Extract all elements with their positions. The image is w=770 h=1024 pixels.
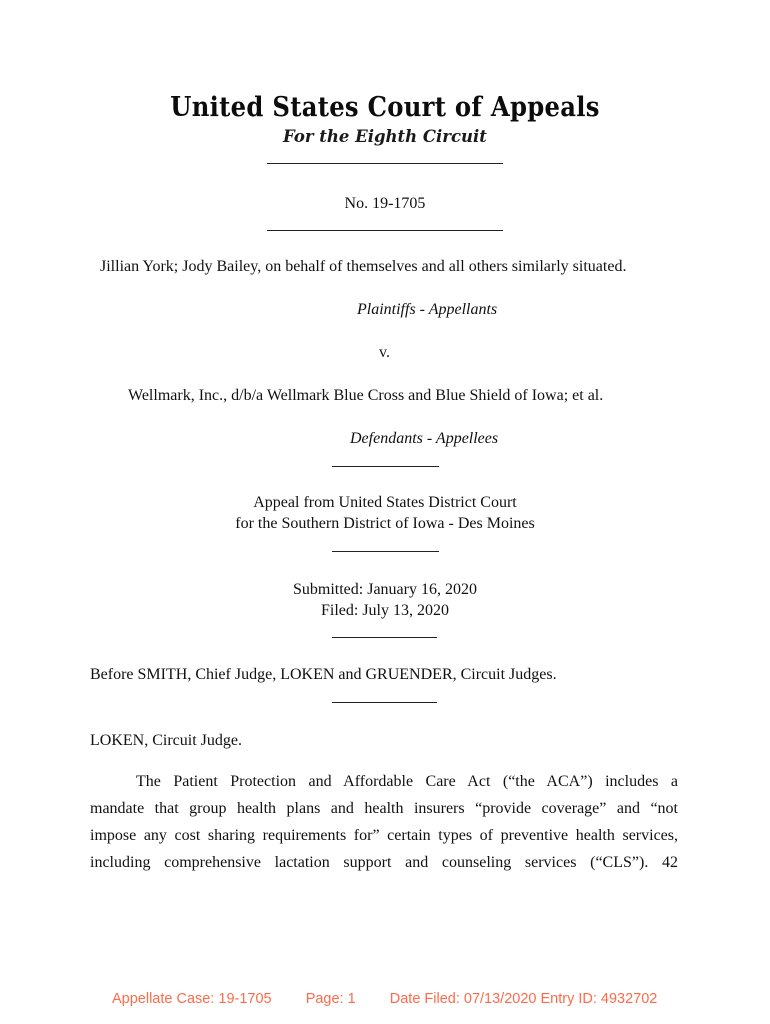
- case-number: No. 19-1705: [344, 195, 426, 212]
- divider-rule: [267, 230, 503, 231]
- plaintiffs-names: Jillian York; Jody Bailey, on behalf of themselves and all others similarly situated.: [100, 258, 627, 275]
- circuit-name: For the Eighth Circuit: [283, 127, 487, 146]
- submitted-date: Submitted: January 16, 2020: [293, 581, 477, 598]
- defendants-names: Wellmark, Inc., d/b/a Wellmark Blue Cross and Blue Shield of Iowa; et al.: [128, 387, 604, 404]
- opinion-paragraph: [90, 768, 678, 876]
- divider-rule: [332, 551, 439, 552]
- opinion-author: LOKEN, Circuit Judge.: [90, 732, 242, 749]
- divider-rule: [332, 637, 437, 638]
- divider-rule: [267, 163, 503, 164]
- divider-rule: [332, 702, 437, 703]
- appeal-line-1: Appeal from United States District Court: [253, 494, 517, 511]
- versus-label: v.: [379, 344, 390, 361]
- opinion-line: including comprehensive lactation support and counseling services (“CLS”). 42: [90, 854, 678, 871]
- plaintiffs-role: Plaintiffs - Appellants: [357, 301, 498, 318]
- court-name: United States Court of Appeals: [170, 92, 600, 123]
- opinion-line: impose any cost sharing requirements for” certain types of preventive health services,: [90, 827, 678, 844]
- filed-date: Filed: July 13, 2020: [320, 602, 449, 619]
- footer-case: Appellate Case: 19-1705: [112, 991, 272, 1007]
- panel-judges: Before SMITH, Chief Judge, LOKEN and GRUENDER, Circuit Judges.: [90, 666, 557, 683]
- footer-stamp: [112, 991, 657, 1007]
- footer-page: Page: 1: [305, 991, 356, 1007]
- defendants-role: Defendants - Appellees: [350, 430, 499, 447]
- footer-filed: Date Filed: 07/13/2020 Entry ID: 4932702: [389, 991, 658, 1007]
- opinion-line: mandate that group health plans and health insurers “provide coverage” and “not: [90, 800, 678, 817]
- divider-rule: [332, 466, 439, 467]
- opinion-line: The Patient Protection and Affordable Care Act (“the ACA”) includes a: [136, 773, 678, 790]
- appeal-line-2: for the Southern District of Iowa - Des Moines: [235, 515, 535, 532]
